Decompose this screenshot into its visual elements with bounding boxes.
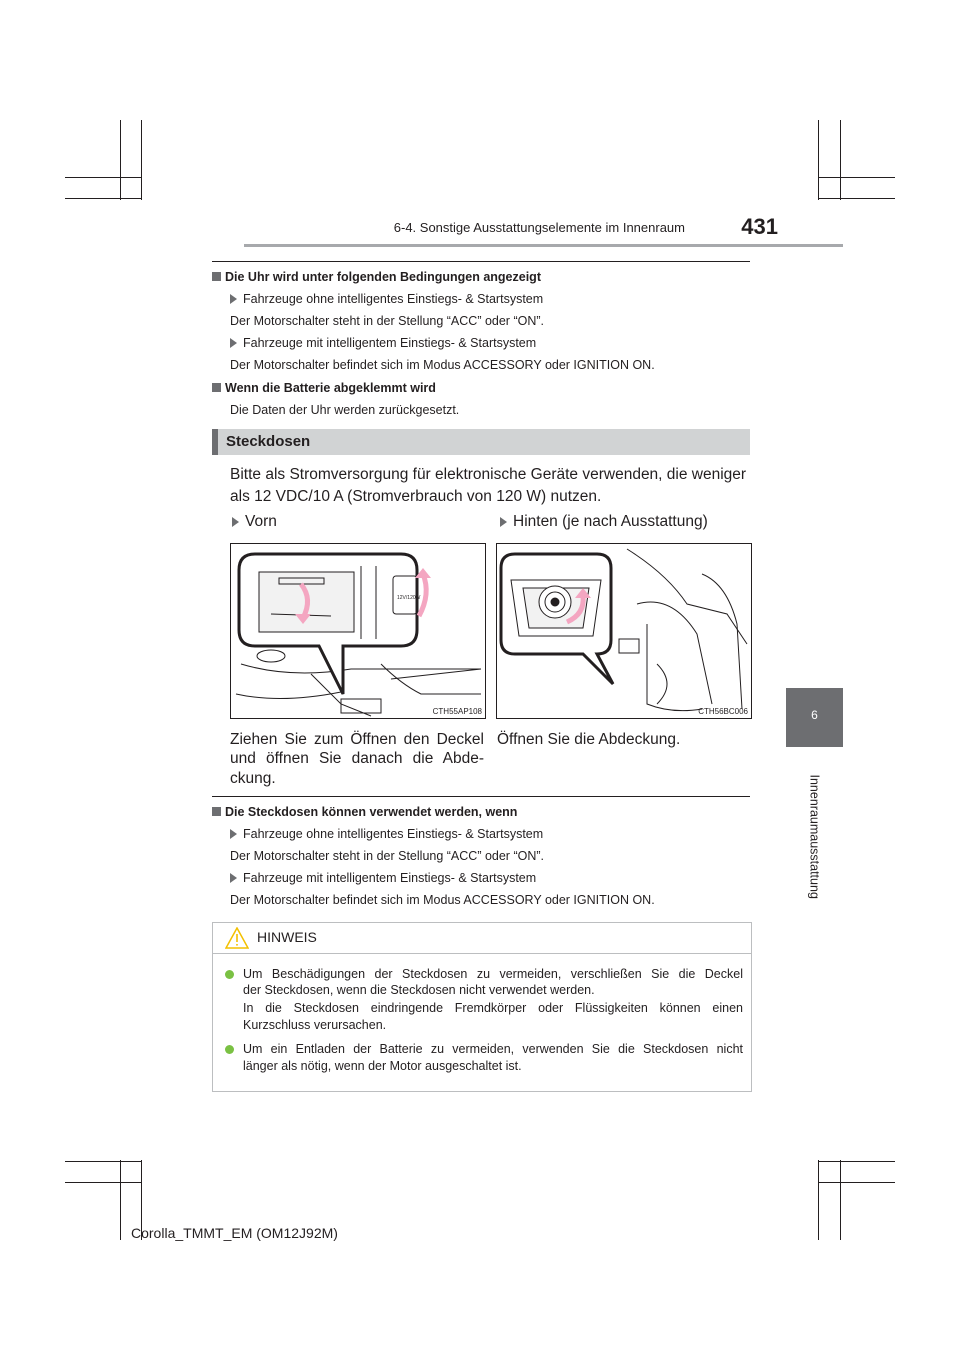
triangle-bullet-icon xyxy=(230,873,237,883)
battery-heading: Wenn die Batterie abgeklemmt wird xyxy=(212,380,436,396)
usage-text: Der Motorschalter befindet sich im Modus ACCESSORY oder IGNITION ON. xyxy=(230,893,655,907)
triangle-bullet-icon xyxy=(500,517,507,527)
notice-line: In die Steckdosen eindringende Fremdkörper oder Flüssigkeiten können einen xyxy=(243,1001,743,1015)
header-rule xyxy=(244,244,843,247)
usage-text: Der Motorschalter steht in der Stellung “ACC” oder “ON”. xyxy=(230,849,544,863)
notice-header xyxy=(213,923,751,954)
crop-mark xyxy=(818,120,819,200)
square-bullet-icon xyxy=(212,383,221,392)
bullet-dot-icon xyxy=(225,1045,234,1054)
triangle-bullet-icon xyxy=(230,829,237,839)
square-bullet-icon xyxy=(212,272,221,281)
usage-item: Fahrzeuge ohne intelligentes Einstiegs- & Startsystem xyxy=(230,826,543,842)
divider xyxy=(212,261,750,262)
footer-text: Corolla_TMMT_EM (OM12J92M) xyxy=(131,1225,338,1241)
socket-rating-label: 12V/120W xyxy=(397,595,421,601)
bullet-dot-icon xyxy=(225,970,234,979)
chapter-label: Innenraumausstattung xyxy=(807,774,822,899)
square-bullet-icon xyxy=(212,807,221,816)
notice-title: HINWEIS xyxy=(257,929,317,945)
crop-mark xyxy=(818,1182,895,1183)
crop-mark xyxy=(65,177,142,178)
chapter-tab xyxy=(786,688,843,747)
triangle-bullet-icon xyxy=(230,294,237,304)
section-title-bar xyxy=(212,429,750,455)
clock-item: Fahrzeuge ohne intelligentes Einstiegs- & Startsystem xyxy=(230,291,543,307)
warning-triangle-icon xyxy=(225,927,249,949)
crop-mark xyxy=(840,1160,841,1240)
front-caption: ckung. xyxy=(230,770,276,787)
front-label: Vorn xyxy=(232,509,277,534)
crop-mark xyxy=(818,1160,819,1240)
section-heading: Steckdosen xyxy=(226,433,311,450)
caption-line: Ziehen Sie zum Öffnen den Deckel xyxy=(230,731,484,748)
intro-line: Bitte als Stromversorgung für elektronische Geräte verwenden, die weniger xyxy=(230,466,747,483)
figure-code: CTH55AP108 xyxy=(432,707,482,716)
rear-socket-illustration xyxy=(496,543,752,719)
battery-text: Die Daten der Uhr werden zurückgesetzt. xyxy=(230,403,460,417)
crop-mark xyxy=(818,177,895,178)
rear-caption: Öffnen Sie die Abdeckung. xyxy=(497,731,681,748)
clock-item: Fahrzeuge mit intelligentem Einstiegs- & Startsystem xyxy=(230,335,536,351)
figure-code: CTH56BC006 xyxy=(698,707,748,716)
notice-line: länger als nötig, wenn der Motor ausgeschaltet ist. xyxy=(243,1059,522,1073)
notice-line: Kurzschluss verursachen. xyxy=(243,1018,387,1032)
crop-mark xyxy=(818,1161,895,1162)
notice-line: Um Beschädigungen der Steckdosen zu vermeiden, verschließen Sie die Deckel xyxy=(243,967,743,981)
crop-mark xyxy=(141,120,142,200)
section-title: 6-4. Sonstige Ausstattungselemente im Innenraum xyxy=(393,220,685,235)
clock-heading: Die Uhr wird unter folgenden Bedingungen angezeigt xyxy=(212,269,541,285)
notice-line: Um ein Entladen der Batterie zu vermeiden, verwenden Sie die Steckdosen nicht xyxy=(243,1042,743,1056)
front-socket-illustration xyxy=(230,543,486,719)
caption-line: und öffnen Sie danach die Abde- xyxy=(230,750,484,767)
crop-mark xyxy=(120,120,121,200)
crop-mark xyxy=(840,120,841,200)
crop-mark xyxy=(65,1182,142,1183)
notice-line: der Steckdosen, wenn die Steckdosen nicht verwendet werden. xyxy=(243,983,595,997)
notice-box xyxy=(212,922,752,1092)
triangle-bullet-icon xyxy=(230,338,237,348)
rear-socket-drawing xyxy=(497,544,751,718)
page-number: 431 xyxy=(741,214,778,239)
crop-mark xyxy=(120,1160,121,1240)
front-socket-drawing xyxy=(231,544,485,718)
usage-heading: Die Steckdosen können verwendet werden, wenn xyxy=(212,804,517,820)
clock-text: Der Motorschalter steht in der Stellung “ACC” oder “ON”. xyxy=(230,314,544,328)
usage-item: Fahrzeuge mit intelligentem Einstiegs- & Startsystem xyxy=(230,870,536,886)
intro-line: als 12 VDC/10 A (Stromverbrauch von 120 W) nutzen. xyxy=(230,488,602,505)
title-bar-accent xyxy=(212,429,218,455)
clock-text: Der Motorschalter befindet sich im Modus ACCESSORY oder IGNITION ON. xyxy=(230,358,655,372)
crop-mark xyxy=(818,198,895,199)
crop-mark xyxy=(65,198,142,199)
triangle-bullet-icon xyxy=(232,517,239,527)
chapter-number: 6 xyxy=(811,708,818,722)
crop-mark xyxy=(65,1161,142,1162)
rear-label: Hinten (je nach Ausstattung) xyxy=(500,509,708,534)
divider xyxy=(212,796,750,797)
